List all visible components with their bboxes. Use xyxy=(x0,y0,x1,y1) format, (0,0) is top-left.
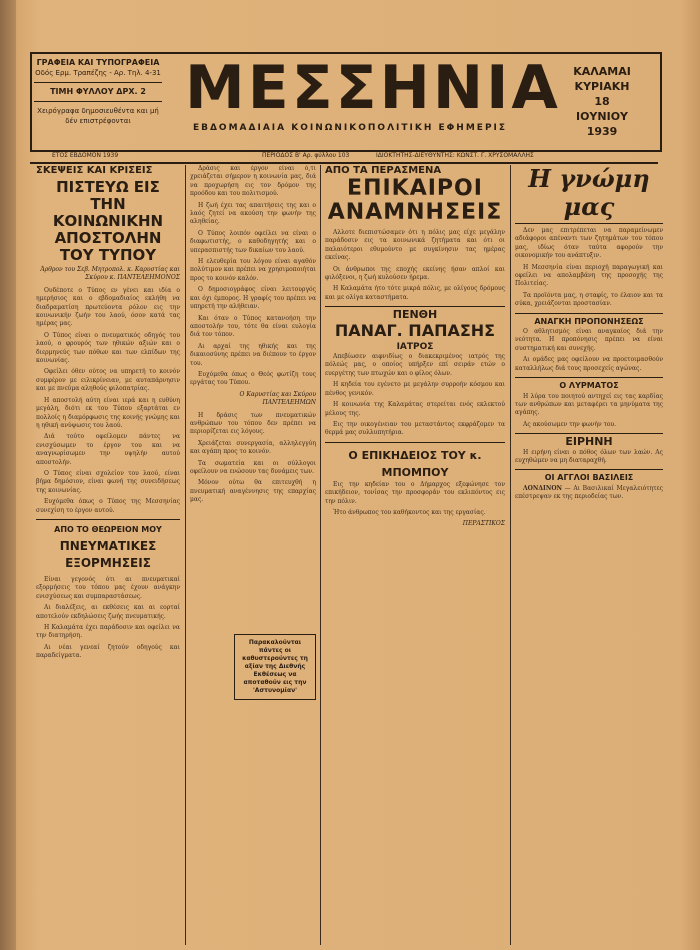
column4-last-body: ΛΟΝΔΙΝΟΝ — Αι Βασιλικαί Μεγαλειότητες επέστρεψαν εκ της περιοδείας των. xyxy=(515,484,663,501)
column-1 xyxy=(36,165,180,945)
notice-box-wrapper xyxy=(232,630,318,704)
obituary-title: ΠΕΝΘΗ xyxy=(392,308,438,322)
column4-lyrics-title: Ο ΛΥΡΜΑΤΟΣ xyxy=(559,381,619,391)
newspaper-title: ΜΕΣΣΗΝΙΑ xyxy=(185,53,561,123)
column4-last-kicker: ΛΟΝΔΙΝΟΝ xyxy=(523,484,563,492)
manuscript-note-2: δέν επιστρέφονται xyxy=(65,117,131,125)
office-address: Οδός Ερμ. Τραπέζης - Αρ. Τηλ. 4-31 xyxy=(35,69,161,77)
column2-body-2: Η δράσις των πνευματικών ανθρώπων του τόπου δεν πρέπει να περιορίζεται εις λόγους. Χρειάζεται συνεργασία, αλληλεγγύη και αγάπη προς το κοινόν. Τα σωματεία και οι σύλλογοι οφείλουν να ενώσουν τας δυνάμεις των. Μόνον ούτω θα επιτευχθή η πνευματική αναγέννησις της επαρχίας μας. xyxy=(190,411,316,504)
column-3 xyxy=(325,165,505,945)
masthead-left-box xyxy=(34,58,162,126)
notice-box: Παρακαλούνται πάντες οι καθυστερούντες τη αξίαν της Διεθνής Εκθέσεως να αποταθούν εις την 'Αστυνομίαν' xyxy=(234,634,316,700)
column-2 xyxy=(190,165,316,945)
column4-last-title: ΟΙ ΑΓΓΛΟΙ ΒΑΣΙΛΕΙΣ xyxy=(544,473,634,483)
manuscript-note-1: Χειρόγραφα δημοσιευθέντα και μή xyxy=(37,107,159,115)
issue-infobar xyxy=(30,150,658,164)
column1-byline: Άρθρον του Σεβ. Μητροπολ. κ. Καρυστίας και Σκύρου κ. ΠΑΝΤΕΛΕΗΜΟΝΟΣ xyxy=(40,266,180,282)
column3-body: Αλλοτε διεπιστώσαμεν ότι η πόλις μας είχε μεγάλην παράδοσιν εις τα κοινωνικά ζητήματα και ότι οι παλαιότεροι εθυμούντο με συγκίνησιν τας ημέρας εκείνας. Οι άνθρωποι της εποχής εκείνης ήσαν απλοί και φιλόξενοι, η ζωή κυλούσεν ήρεμα. Η Καλαμάτα ήτο τότε μικρά πόλις, με ολίγους δρόμους και με ολίγα καταστήματα. xyxy=(325,229,505,301)
column1-section2-headline: ΠΝΕΥΜΑΤΙΚΕΣ ΕΞΟΡΜΗΣΕΙΣ xyxy=(59,538,157,570)
column1-body: Ουδέποτε ο Τύπος εν γένει και ιδία ο ημερήσιος και ο εβδομαδιαίος εκλήθη να διαδραματίση πρωτεύοντα ρόλον εις την κοινωνικήν ζωήν του λαού, όσον κατά τας ημέρας μας. Ο Τύπος είναι ο πνευματικός οδηγός του λαού, ο φρουρός των ηθικών αξιών και ο διερμηνεύς των πόθων και των ελπίδων της κοινωνίας. Οφείλει όθεν ούτος να υπηρετή το κοινόν συμφέρον με ειλικρίνειαν, με αυταπάρνησιν και με πνεύμα αληθούς φιλοπατρίας. Η αποστολή αύτη είναι ιερά και η ευθύνη μεγάλη, διότι εκ του Τύπου εξαρτάται εν πολλοίς η διαμόρφωσις της κοινής γνώμης και η ηθική ανύψωσις του λαού. Διά τούτο οφείλομεν πάντες να ενισχύσωμεν το έργον του και να αναγνωρίσωμεν την υψηλήν αυτού αποστολήν. Ο Τύπος είναι σχολείον του λαού, είναι βήμα δημόσιον, είναι φωνή της συνειδήσεως της κοινωνίας. Ευχόμεθα όπως ο Τύπος της Μεσσηνίας συνεχίση το έργον αυτού. xyxy=(36,286,180,514)
peace-body: Η ειρήνη είναι ο πόθος όλων των λαών. Ας ευχηθώμεν να μη διαταραχθή. xyxy=(515,448,663,464)
opinion-headline: Η γνώμη μας xyxy=(515,165,663,224)
city-name: ΚΑΛΑΜΑΙ xyxy=(573,65,631,78)
masthead-date-box xyxy=(548,64,656,139)
date-day: 18 xyxy=(594,95,610,108)
column3-section3-headline: Ο ΕΠΙΚΗΔΕΙΟΣ ΤΟΥ κ. ΜΠΟΜΠΟΥ xyxy=(348,448,482,479)
newspaper-subtitle: ΕΒΔΟΜΑΔΙΑΙΑ ΚΟΙΝΩΝΙΚΟΠΟΛΙΤΙΚΗ ΕΦΗΜΕΡΙΣ xyxy=(192,123,508,133)
column3-kicker: ΑΠΟ ΤΑ ΠΕΡΑΣΜΕΝΑ xyxy=(325,165,442,176)
column4-section-body: Ο αθλητισμός είναι αναγκαίος διά την νεότητα. Η προπόνησις πρέπει να είναι συστηματική και συνεχής. Αι ομάδες μας οφείλουν να προετοιμασθούν καταλλήλως διά τους προσεχείς αγώνας. xyxy=(515,328,663,372)
column1-headline: ΠΙΣΤΕΥΩ ΕΙΣ ΤΗΝ ΚΟΙΝΩΝΙΚΗΝ ΑΠΟΣΤΟΛΗΝ ΤΟΥ ΤΥΠΟΥ xyxy=(52,178,164,264)
obituary-role: ΙΑΤΡΟΣ xyxy=(396,341,434,352)
column-4 xyxy=(515,165,663,945)
issue-price: ΤΙΜΗ ΦΥΛΛΟΥ ΔΡΧ. 2 xyxy=(50,87,146,96)
column4-lyrics-body: Η λύρα του ποιητού αντηχεί εις τας καρδίας των ανθρώπων και μεταφέρει τα μηνύματα της αγάπης. Ας ακούσωμεν την φωνήν του. xyxy=(515,392,663,428)
weekday: ΚΥΡΙΑΚΗ xyxy=(574,80,630,93)
column3-headline: ΕΠΙΚΑΙΡΟΙ ΑΝΑΜΝΗΣΕΙΣ xyxy=(327,176,503,225)
issue-period: ΠΕΡΙΟΔΟΣ Β' Αρ. φύλλου 103 xyxy=(262,152,350,159)
obituary-body: Απεβίωσεν αιφνιδίως ο διακεκριμένος ιατρός της πόλεώς μας, ο οποίος υπήρξεν επί σειράν ετών ο ευεργέτης των πτωχών και ο φίλος όλων. Η κηδεία του εγένετο με μεγάλην συρροήν κόσμου και πένθος γενικόν. Η κοινωνία της Καλαμάτας στερείται ενός εκλεκτού μέλους της. Εις την οικογένειαν του μεταστάντος εκφράζομεν τα θερμά μας συλλυπητήρια. xyxy=(325,353,505,437)
column1-section2-body: Είναι γεγονός ότι αι πνευματικαί εξορμήσεις του τόπου μας έχουν ανάγκην ενισχύσεως και συμπαραστάσεως. Αι διαλέξεις, αι εκθέσεις και αι εορταί αποτελούν εκδηλώσεις ζωής πνευματικής. Η Καλαμάτα έχει παράδοσιν και οφείλει να την διατηρήση. Αι νέαι γενεαί ζητούν οδηγούς και παραδείγματα. xyxy=(36,575,180,660)
column3-signature: ΠΕΡΑΣΤΙΚΟΣ xyxy=(462,520,505,528)
issue-owner: ΙΔΙΟΚΤΗΤΗΣ-ΔΙΕΥΘΥΝΤΗΣ: ΚΩΝΣΤ. Γ. ΧΡΥΣΟΜΑΛΛΗΣ xyxy=(376,152,534,159)
column2-signature: Ο Καρυστίας και Σκύρου ΠΑΝΤΕΛΕΗΜΩΝ xyxy=(239,390,316,407)
column4-section-title: ΑΝΑΓΚΗ ΠΡΟΠΟΝΗΣΕΩΣ xyxy=(534,316,644,326)
column1-section2-title: ΑΠΟ ΤΟ ΘΕΩΡΕΙΟΝ ΜΟΥ xyxy=(54,524,162,534)
page-binding xyxy=(0,0,16,950)
office-label: ΓΡΑΦΕΙΑ ΚΑΙ ΤΥΠΟΓΡΑΦΕΙΑ xyxy=(36,58,160,67)
date-year: 1939 xyxy=(586,125,618,138)
column3-section3-body: Εις την κηδείαν του ο Δήμαρχος εξεφώνησε τον επικήδειον, τονίσας την προσφοράν του εκλιπόντος εις την πόλιν. Ήτο άνθρωπος του καθήκοντος και της εργασίας. xyxy=(325,480,505,516)
column1-kicker: ΣΚΕΨΕΙΣ ΚΑΙ ΚΡΙΣΕΙΣ xyxy=(36,165,153,176)
peace-title: ΕΙΡΗΝΗ xyxy=(565,435,613,449)
date-month: ΙΟΥΝΙΟΥ xyxy=(575,110,629,123)
obituary-name: ΠΑΝΑΓ. ΠΑΠΑΣΗΣ xyxy=(334,320,496,340)
column2-body: Δράσις και έργον είναι ό,τι χρειάζεται σήμερον η κοινωνία μας, διά να προχωρήση εις τον δρόμον της προόδου και του πολιτισμού. Η ζωή έχει τας απαιτήσεις της και ο λαός ζητεί να ακούση την φωνήν της αληθείας. Ο Τύπος λοιπόν οφείλει να είναι ο διαφωτιστής, ο καθοδηγητής και ο υπερασπιστής των δικαίων του λαού. Η ελευθερία του λόγου είναι αγαθόν πολύτιμον και πρέπει να χρησιμοποιήται προς το κοινόν καλόν. Ο δημοσιογράφος είναι λειτουργός και όχι έμπορος. Η γραφίς του πρέπει να υπηρετή την αλήθειαν. Και όταν ο Τύπος κατανοήση την αποστολήν του, τότε θα είναι ευλογία διά τον τόπον. Αι αρχαί της ηθικής και της δικαιοσύνης πρέπει να διέπουν το έργον του. Ευχόμεθα όπως ο Θεός φωτίζη τους εργάτας του Τύπου. xyxy=(190,165,316,387)
issue-year: ΕΤΟΣ ΕΒΔΟΜΟΝ 1939 xyxy=(52,152,119,159)
opinion-body: Δεν μας επιτρέπεται να παραμείνωμεν αδιάφοροι απέναντι των ζητημάτων του τόπου μας, ιδίως όταν ταύτα αφορούν την οικονομικήν του ανάπτυξιν. Η Μεσσηνία είναι περιοχή παραγωγική και οφείλει να απολαμβάνη της προσοχής της Πολιτείας. Τα προϊόντα μας, η σταφίς, το έλαιον και τα σύκα, χρειάζονται προστασίαν. xyxy=(515,227,663,308)
